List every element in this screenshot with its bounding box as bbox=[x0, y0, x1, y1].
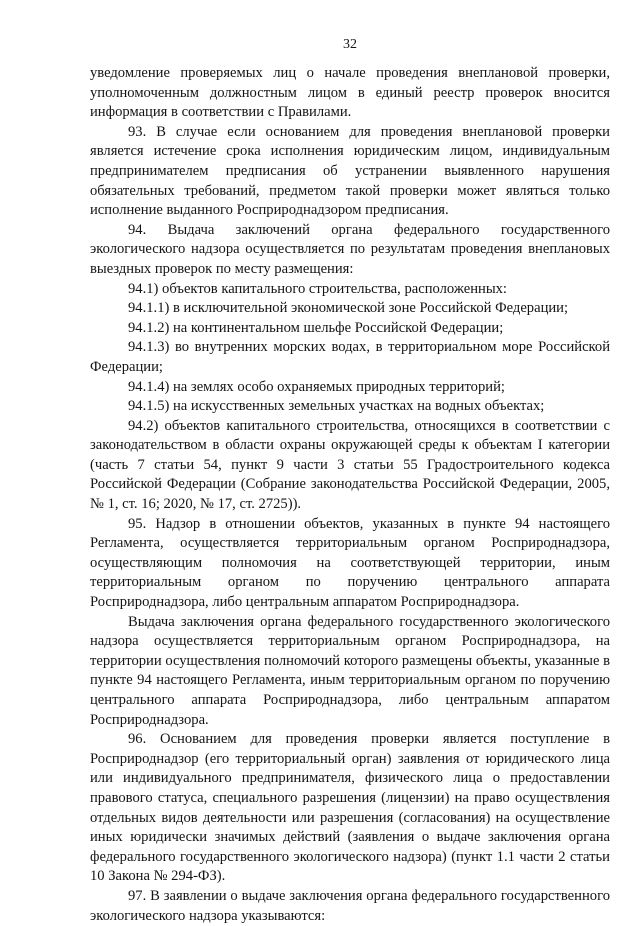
paragraph: 94.1) объектов капитального строительства, расположенных: bbox=[128, 280, 507, 297]
paragraph: 95. Надзор в отношении объектов, указанных в пункте 94 настоящего Регламента, осуществляется территориальным органом Росприроднадзора, осуществляющим полномочия на соответствующей территории, иным территориальным органом по поручению центрального аппарата Росприроднадзора, либо центральным аппаратом Росприроднадзора. bbox=[90, 515, 610, 611]
paragraph: 94.1.4) на землях особо охраняемых природных территорий; bbox=[128, 378, 505, 395]
paragraph: 94.1.1) в исключительной экономической зоне Российской Федерации; bbox=[128, 300, 569, 317]
paragraph: 97. В заявлении о выдаче заключения органа федерального государственного экологического надзора указываются: bbox=[90, 887, 610, 924]
paragraph: 94.1.5) на искусственных земельных участках на водных объектах; bbox=[128, 398, 545, 415]
paragraph: 94.1.3) во внутренних морских водах, в территориальном море Российской Федерации; bbox=[90, 339, 610, 375]
paragraph: 94.2) объектов капитального строительства, относящихся в соответствии с законодательством в области охраны окружающей среды к объектам I категории (часть 7 статьи 54, пункт 9 части 3 статьи 55 Градостроительного кодекса Российской Федерации (Собрание законодательства Российской Федерации, 2005, № 1, ст. 16; 2020, № 17, ст. 2725)). bbox=[90, 417, 610, 513]
document-body bbox=[90, 64, 610, 926]
paragraph: 94. Выдача заключений органа федерального государственного экологического надзора осуществляется по результатам проведения внеплановых выездных проверок по месту размещения: bbox=[90, 221, 610, 277]
paragraph: уведомление проверяемых лиц о начале проведения внеплановой проверки, уполномоченным должностным лицом в единый реестр проверок вносится информация в соответствии с Правилами. bbox=[90, 65, 610, 121]
paragraph: 93. В случае если основанием для проведения внеплановой проверки является истечение срока исполнения юридическим лицом, индивидуальным предпринимателем предписания об устранении выявленного нарушения обязательных требований, предметом такой проверки может являться только исполнение выданного Росприроднадзором предписания. bbox=[90, 123, 610, 219]
paragraph: 96. Основанием для проведения проверки является поступление в Росприроднадзор (его территориальный орган) заявления от юридического лица или индивидуального предпринимателя, физического лица о предоставлении правового статуса, специального разрешения (лицензии) на право осуществления отдельных видов деятельности или разрешения (согласования) на осуществление иных юридически значимых действий (заявления о выдаче заключения органа федерального государственного экологического надзора) (пункт 1.1 части 2 статьи 10 Закона № 294-ФЗ). bbox=[90, 731, 610, 885]
paragraph: Выдача заключения органа федерального государственного экологического надзора осуществляется территориальным органом Росприроднадзора, на территории осуществления полномочий которого размещены объекты, указанные в пункте 94 настоящего Регламента, иным территориальным органом по поручению центрального аппарата Росприроднадзора, либо центральным аппаратом Росприроднадзора. bbox=[90, 613, 610, 728]
page-number: 32 bbox=[343, 37, 357, 52]
paragraph: 94.1.2) на континентальном шельфе Российской Федерации; bbox=[128, 319, 504, 336]
